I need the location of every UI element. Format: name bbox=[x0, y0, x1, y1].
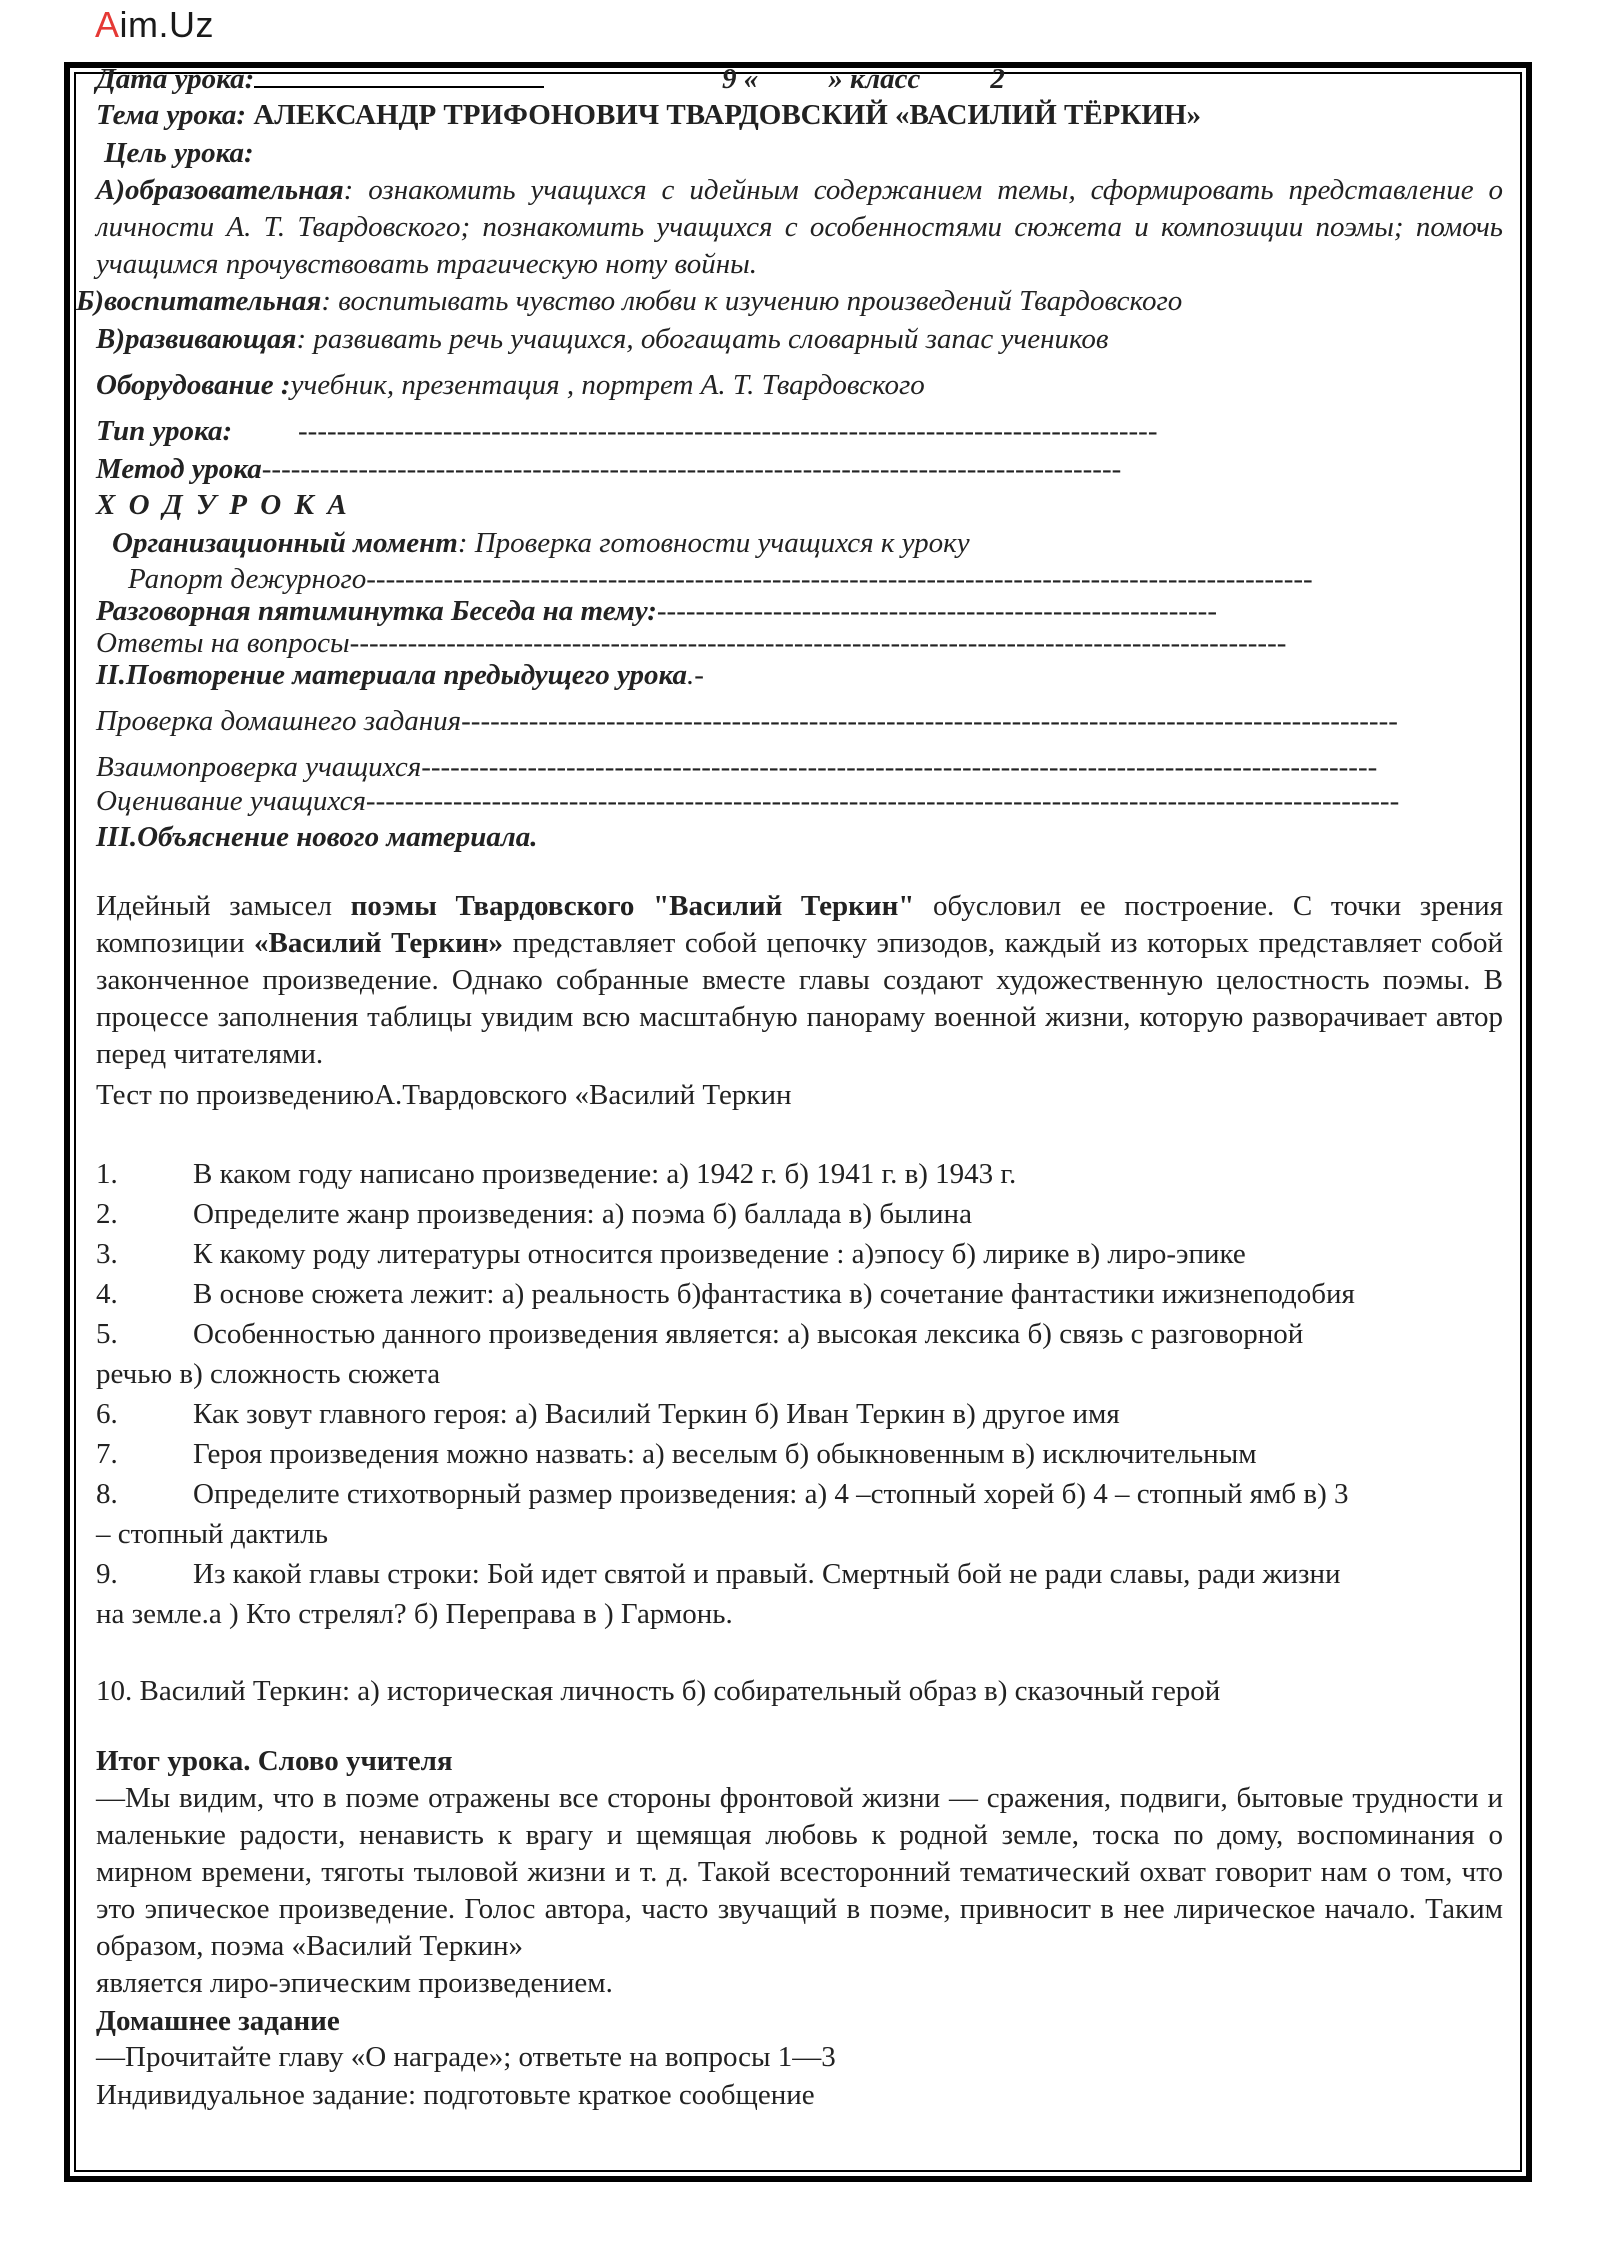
summary-text: —Мы видим, что в поэме отражены все стороны фронтовой жизни — сражения, подвиги, бытовые трудности и маленькие радости, ненависть к врагу и щемящая любовь к родной земле, тоска по дому, воспоминания о мирном времени, тяготы тыловой жизни и т. д. Такой всесторонний тематический охват говорит нам о том, что это эпическое произведение. Голос автора, часто звучащий в поэме, привносит в нее лирическое начало. Таким образом, поэма «Василий Теркин» bbox=[96, 1782, 1503, 1962]
summary-title: Итог урока. Слово учителя bbox=[96, 1745, 453, 1777]
grading-line bbox=[96, 784, 1399, 818]
topic-value: АЛЕКСАНДР ТРИФОНОВИЧ ТВАРДОВСКИЙ «ВАСИЛИЙ ТЁРКИН» bbox=[253, 99, 1202, 131]
mutual-check-dashes: --------------------------------------------------------------------------------------------------- bbox=[421, 751, 1378, 783]
answers-text: Ответы на вопросы bbox=[96, 627, 350, 659]
grade-close: » класс bbox=[828, 63, 921, 95]
question-text: Определите стихотворный размер произведения: а) 4 –стопный хорей б) 4 – стопный ямб в) 3 bbox=[193, 1478, 1349, 1510]
report-text: Рапорт дежурного bbox=[128, 563, 367, 595]
lesson-type-dashes: ----------------------------------------------------------------------------------------- bbox=[298, 415, 1158, 447]
mutual-check-line bbox=[96, 750, 1377, 784]
question-text: Как зовут главного героя: а) Василий Теркин б) Иван Теркин в) другое имя bbox=[193, 1398, 1120, 1430]
homework-line-1: —Прочитайте главу «О награде»; ответьте на вопросы 1—3 bbox=[96, 2041, 836, 2073]
talk-dashes: ---------------------------------------------------------- bbox=[656, 595, 1217, 627]
goal-educational bbox=[96, 172, 1503, 283]
test-title: Тест по произведениюА.Твардовского «Василий Теркин bbox=[96, 1079, 792, 1111]
homework-line-2: Индивидуальное задание: подготовьте краткое сообщение bbox=[96, 2079, 815, 2111]
question-text: Героя произведения можно назвать: а) веселым б) обыкновенным в) исключительным bbox=[193, 1438, 1257, 1470]
org-moment-text: : Проверка готовности учащихся к уроку bbox=[457, 527, 970, 559]
question-number: 3. bbox=[96, 1238, 118, 1270]
date-line bbox=[96, 62, 544, 96]
goal-upbringing bbox=[76, 284, 1182, 318]
talk-line bbox=[96, 594, 1217, 628]
date-blank bbox=[254, 62, 544, 88]
question-10: 10. Василий Теркин: а) историческая личность б) собирательный образ в) сказочный герой bbox=[96, 1675, 1221, 1707]
goal-developing-text: : развивать речь учащихся, обогащать словарный запас учеников bbox=[296, 323, 1109, 355]
question-text: В каком году написано произведение: а) 1942 г. б) 1941 г. в) 1943 г. bbox=[193, 1158, 1017, 1190]
site-logo[interactable] bbox=[95, 4, 214, 46]
question-number: 5. bbox=[96, 1318, 118, 1350]
section-2-title: II.Повторение материала предыдущего урока bbox=[96, 659, 688, 691]
grade-line bbox=[722, 62, 1005, 96]
date-label: Дата урока: bbox=[96, 63, 255, 95]
lesson-method-label: Метод урока bbox=[96, 453, 262, 485]
question-number: 8. bbox=[96, 1478, 118, 1510]
logo-letter-a: A bbox=[95, 4, 120, 45]
intro-part-1: Идейный замысел bbox=[96, 890, 351, 922]
intro-paragraph bbox=[96, 888, 1503, 1073]
homework-check-line bbox=[96, 704, 1398, 738]
question-number: 2. bbox=[96, 1198, 118, 1230]
question-text: Особенностью данного произведения является: а) высокая лексика б) связь с разговорной bbox=[193, 1318, 1304, 1350]
homework-title: Домашнее задание bbox=[96, 2005, 340, 2037]
equipment-text: учебник, презентация , портрет А. Т. Твардовского bbox=[290, 369, 925, 401]
talk-label: Разговорная пятиминутка Беседа на тему: bbox=[96, 595, 657, 627]
question-text: Определите жанр произведения: а) поэма б) баллада в) былина bbox=[193, 1198, 972, 1230]
grade-number: 2 bbox=[990, 63, 1005, 95]
mutual-check-text: Взаимопроверка учащихся bbox=[96, 751, 422, 783]
course-title: Х О Д У Р О К А bbox=[96, 489, 350, 521]
goal-developing-label: В)развивающая bbox=[96, 323, 297, 355]
grading-dashes: ----------------------------------------------------------------------------------------------------------- bbox=[365, 785, 1400, 817]
report-line bbox=[128, 562, 1313, 596]
goal-upbringing-text: : воспитывать чувство любви к изучению произведений Твардовского bbox=[321, 285, 1183, 317]
section-3-title: III.Объяснение нового материала. bbox=[96, 821, 538, 853]
goal-upbringing-label: Б)воспитательная bbox=[76, 285, 322, 317]
question-text: В основе сюжета лежит: а) реальность б)фантастика в) сочетание фантастики ижизнеподобия bbox=[193, 1278, 1355, 1310]
summary-text-end: является лиро-эпическим произведением. bbox=[96, 1967, 613, 1999]
org-moment bbox=[112, 526, 970, 560]
org-moment-label: Организационный момент bbox=[112, 527, 458, 559]
lesson-type-label: Тип урока: bbox=[96, 415, 233, 447]
equipment-label: Оборудование : bbox=[96, 369, 291, 401]
section-2-heading bbox=[96, 658, 704, 692]
goal-educational-text: : ознакомить учащихся с идейным содержанием темы, сформировать представление о личности А. Т. Твардовского; познакомить учащихся с особенностями сюжета и композиции поэмы; помочь учащимся прочувствовать трагическую ноту войны. bbox=[96, 174, 1503, 280]
lesson-method-line bbox=[96, 452, 1121, 486]
intro-part-4: «Василий Теркин» bbox=[254, 927, 504, 959]
question-text: Из какой главы строки: Бой идет святой и правый. Смертный бой не ради славы, ради жизни bbox=[193, 1558, 1341, 1590]
lesson-method-dashes: ----------------------------------------------------------------------------------------- bbox=[261, 453, 1122, 485]
homework-check-text: Проверка домашнего задания bbox=[96, 705, 462, 737]
goal-label: Цель урока: bbox=[104, 137, 254, 169]
report-dashes: -------------------------------------------------------------------------------------------------- bbox=[366, 563, 1313, 595]
question-number: 7. bbox=[96, 1438, 118, 1470]
answers-line bbox=[96, 626, 1286, 660]
question-continuation: – стопный дактиль bbox=[96, 1518, 328, 1550]
intro-part-2: поэмы Твардовского "Василий Теркин" bbox=[350, 890, 915, 922]
goal-educational-label: А)образовательная bbox=[96, 174, 344, 206]
question-number: 6. bbox=[96, 1398, 118, 1430]
grade-open: 9 « bbox=[722, 63, 759, 95]
intro-part-3: обусловил ее построение. С точки зрения композиции bbox=[96, 890, 1503, 959]
topic-label: Тема урока: bbox=[96, 99, 247, 131]
homework-check-dashes: ------------------------------------------------------------------------------------------------- bbox=[461, 705, 1398, 737]
section-2-suffix: .- bbox=[687, 659, 704, 691]
topic-line bbox=[96, 98, 1201, 132]
question-number: 4. bbox=[96, 1278, 118, 1310]
question-continuation: речью в) сложность сюжета bbox=[96, 1358, 441, 1390]
question-continuation: на земле.а ) Кто стрелял? б) Переправа в ) Гармонь. bbox=[96, 1598, 733, 1630]
question-number: 1. bbox=[96, 1158, 118, 1190]
logo-text: im.Uz bbox=[119, 4, 215, 45]
intro-part-5: представляет собой цепочку эпизодов, каждый из которых представляет собой законченное произведение. Однако собранные вместе главы создают художественную целостность поэмы. В процессе заполнения таблицы увидим всю масштабную панораму военной жизни, которую разворачивает автор перед читателями. bbox=[96, 927, 1503, 1070]
answers-dashes: ------------------------------------------------------------------------------------------------- bbox=[349, 627, 1287, 659]
grading-text: Оценивание учащихся bbox=[96, 785, 366, 817]
equipment-line bbox=[96, 368, 925, 402]
goal-developing bbox=[96, 322, 1109, 356]
question-number: 9. bbox=[96, 1558, 118, 1590]
question-text: К какому роду литературы относится произведение : а)эпосу б) лирике в) лиро-эпике bbox=[193, 1238, 1246, 1270]
